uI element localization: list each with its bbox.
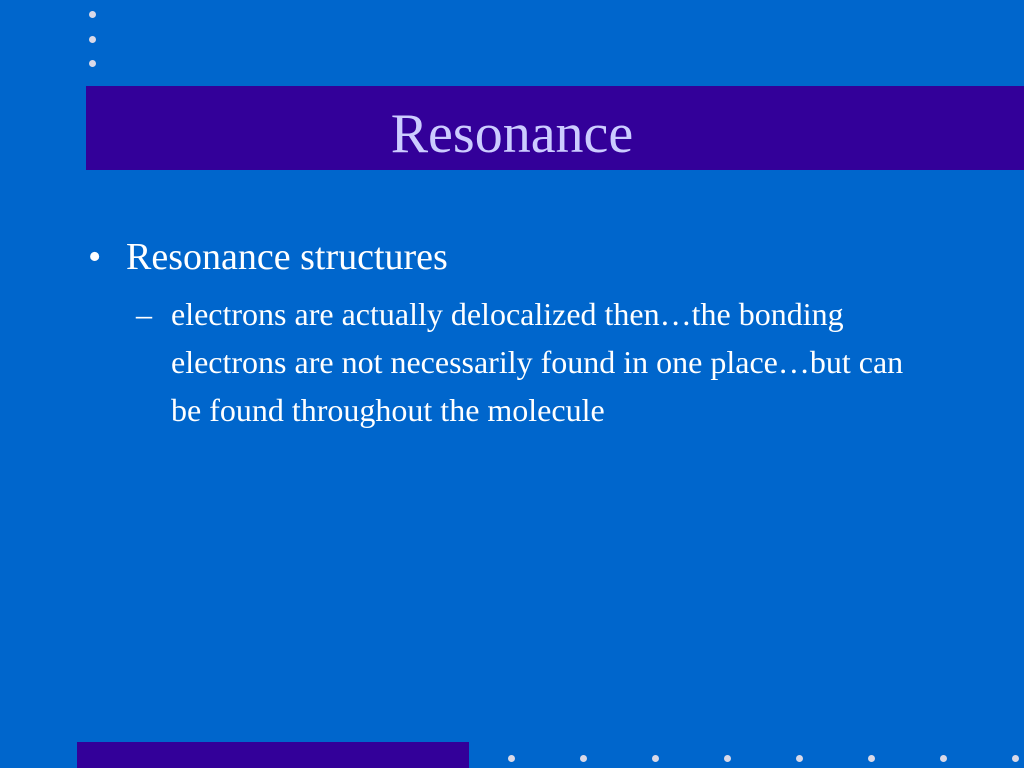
decorative-dot	[868, 755, 875, 762]
sub-bullet-item	[136, 290, 921, 434]
slide-body	[88, 234, 928, 434]
bullet-marker: •	[88, 236, 102, 278]
decorative-dot	[89, 36, 96, 43]
decorative-dots-horizontal	[508, 755, 1024, 763]
decorative-dot	[508, 755, 515, 762]
title-band	[86, 86, 1024, 170]
slide-title: Resonance	[390, 103, 634, 165]
bullet-text: Resonance structures	[126, 236, 448, 278]
decorative-dot	[89, 60, 96, 67]
bullet-item	[88, 234, 928, 280]
decorative-dot	[580, 755, 587, 762]
footer-band	[77, 742, 469, 768]
sub-bullet-marker: –	[136, 296, 152, 332]
decorative-dots-vertical	[89, 11, 99, 85]
decorative-dot	[652, 755, 659, 762]
decorative-dot	[940, 755, 947, 762]
sub-bullet-text: electrons are actually delocalized then…the bonding electrons are not necessarily found in one place…but can be found throughout the molecule	[171, 296, 904, 428]
decorative-dot	[89, 11, 96, 18]
decorative-dot	[1012, 755, 1019, 762]
decorative-dot	[796, 755, 803, 762]
decorative-dot	[724, 755, 731, 762]
